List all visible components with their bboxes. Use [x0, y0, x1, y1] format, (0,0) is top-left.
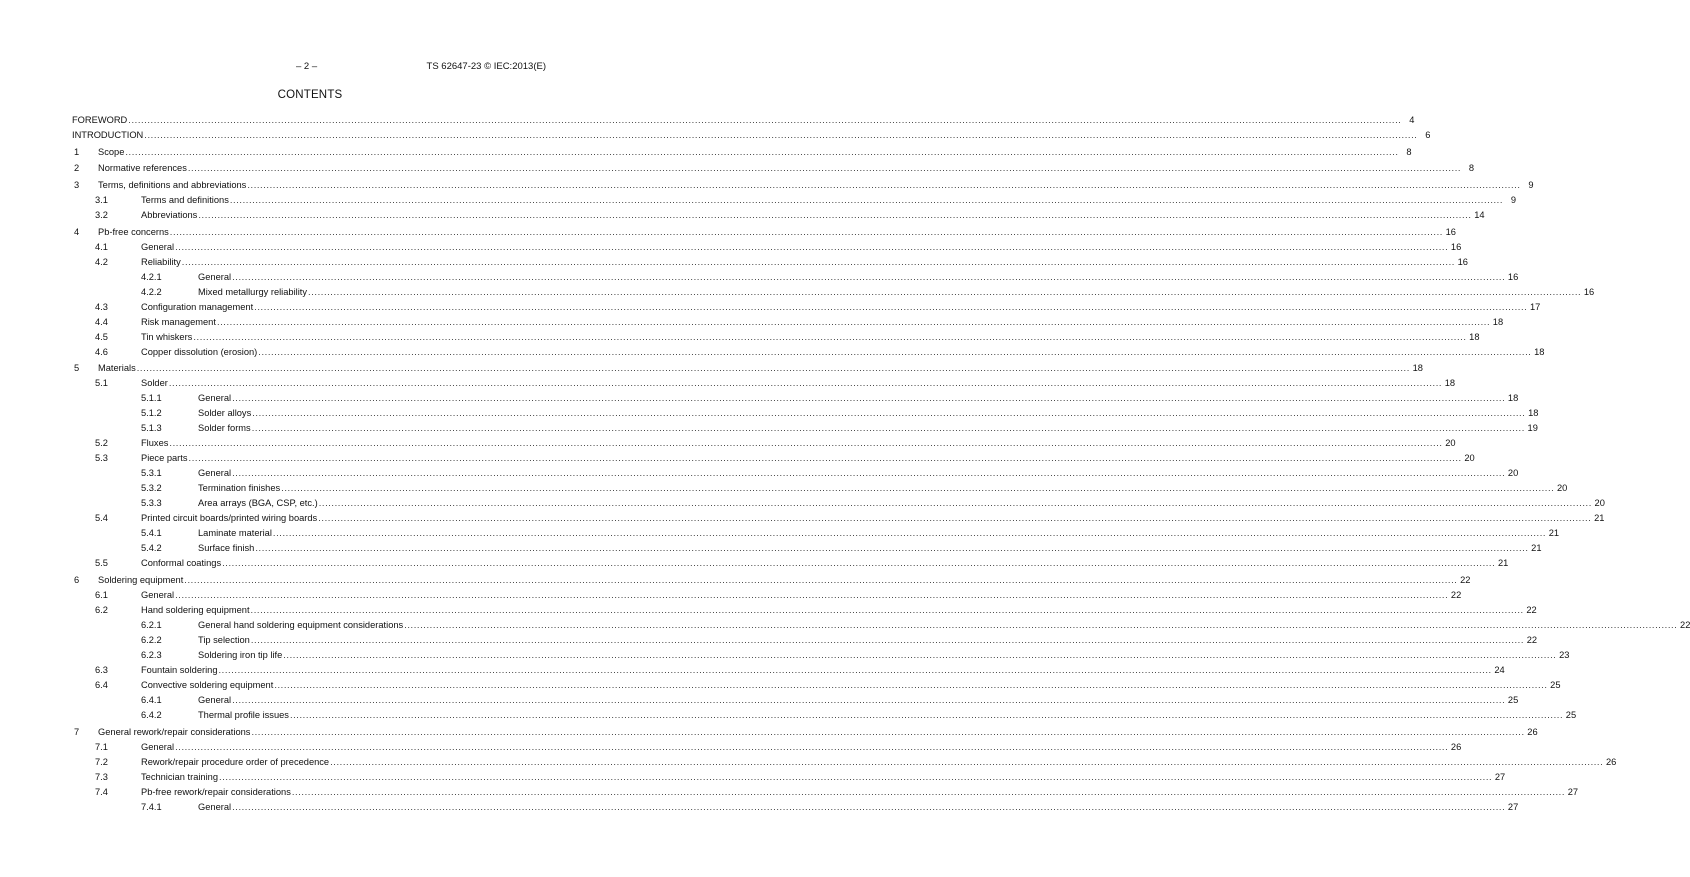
toc-entry-number: 5.4.2 [141, 543, 162, 554]
dot-leader: ................................................................................................................................................................................................................................................................................................................................................................................................................ [136, 363, 1410, 374]
toc-entry[interactable] [72, 208, 1485, 223]
dot-leader: ................................................................................................................................................................................................................................................................................................................................................................................................................ [289, 710, 1564, 721]
toc-entry-page: 8 [1406, 146, 1412, 157]
dot-leader: ................................................................................................................................................................................................................................................................................................................................................................................................................ [222, 558, 1496, 569]
toc-entry-number: 7.1 [95, 741, 108, 752]
toc-entry-page: 22 [1450, 590, 1462, 601]
toc-entry-title: FOREWORD [72, 115, 128, 125]
dot-leader: ................................................................................................................................................................................................................................................................................................................................................................................................................ [250, 635, 1525, 646]
toc-entry-number: 5.1.3 [141, 423, 162, 434]
toc-entry-title: Area arrays (BGA, CSP, etc.) [198, 498, 318, 509]
toc-entry-title: Fluxes [141, 438, 169, 449]
toc-entry-title: Abbreviations [141, 210, 198, 221]
dot-leader: ................................................................................................................................................................................................................................................................................................................................................................................................................ [232, 393, 1506, 404]
toc-entry-title: Printed circuit boards/printed wiring boards [141, 513, 318, 524]
toc-entry[interactable] [72, 361, 1423, 376]
toc-entry-page: 20 [1594, 498, 1605, 509]
dot-leader: ................................................................................................................................................................................................................................................................................................................................................................................................................ [168, 378, 1443, 389]
toc-entry-number: 6.3 [95, 665, 108, 676]
toc-entry-title: Surface finish [198, 543, 255, 554]
dot-leader: ................................................................................................................................................................................................................................................................................................................................................................................................................ [128, 115, 1402, 125]
page-header [0, 61, 620, 75]
toc-entry-title: Terms and definitions [141, 195, 229, 206]
dot-leader: ................................................................................................................................................................................................................................................................................................................................................................................................................ [188, 453, 1462, 464]
toc-entry-page: 18 [1534, 346, 1545, 357]
toc-entry-page: 25 [1565, 710, 1577, 721]
dot-leader: ................................................................................................................................................................................................................................................................................................................................................................................................................ [232, 801, 1506, 812]
toc-entry-title: General [198, 695, 232, 706]
toc-entry-number: 5.2 [95, 438, 108, 449]
toc-entry-number: 1 [74, 146, 80, 157]
toc-entry-title: Fountain soldering [141, 665, 218, 676]
toc-entry-number: 4.2.2 [141, 286, 162, 297]
toc-entry[interactable] [72, 255, 1468, 270]
toc-entry-number: 7.4 [95, 786, 108, 797]
toc-entry[interactable] [72, 178, 1534, 193]
toc-entry-line [198, 391, 1519, 406]
dot-leader: ................................................................................................................................................................................................................................................................................................................................................................................................................ [181, 256, 1455, 267]
toc-entry[interactable] [72, 345, 1545, 360]
toc-entry-line [141, 556, 1509, 571]
toc-entry-number: 7.2 [95, 756, 108, 767]
dot-leader: ................................................................................................................................................................................................................................................................................................................................................................................................................ [198, 210, 1472, 221]
toc-entry-title: Conformal coatings [141, 558, 222, 569]
dot-leader: ................................................................................................................................................................................................................................................................................................................................................................................................................ [254, 301, 1528, 312]
toc-entry-line [198, 633, 1538, 648]
toc-entry[interactable] [72, 193, 1517, 208]
toc-entry-page: 26 [1450, 741, 1462, 752]
toc-entry-line [198, 421, 1538, 436]
dot-leader: ................................................................................................................................................................................................................................................................................................................................................................................................................ [169, 438, 1443, 449]
toc-entry-page: 4 [1409, 115, 1415, 125]
toc-entry-number: 4.4 [95, 316, 108, 327]
toc-entry-line [141, 240, 1462, 255]
toc-entry-page: 21 [1594, 513, 1605, 524]
toc-entry[interactable] [72, 740, 1462, 755]
toc-entry-page: 16 [1450, 241, 1462, 252]
toc-entry-line [98, 225, 1456, 240]
toc-entry-page: 18 [1412, 363, 1423, 374]
toc-entry-title: Pb-free rework/repair considerations [141, 786, 291, 797]
toc-entry-title: Normative references [98, 163, 187, 174]
toc-entry-number: 6.4.1 [141, 695, 162, 706]
toc-entry[interactable] [72, 556, 1509, 571]
toc-entry-number: 6.1 [95, 590, 108, 601]
toc-entry-page: 20 [1464, 453, 1475, 464]
toc-entry[interactable] [72, 573, 1471, 588]
toc-entry-number: 5.5 [95, 558, 108, 569]
toc-entry-title: Reliability [141, 256, 181, 267]
toc-entry-line [141, 330, 1480, 345]
toc-entry-line [141, 511, 1605, 526]
dot-leader: ................................................................................................................................................................................................................................................................................................................................................................................................................ [274, 680, 1548, 691]
toc-entry-title: Copper dissolution (erosion) [141, 346, 258, 357]
dot-leader: ................................................................................................................................................................................................................................................................................................................................................................................................................ [318, 513, 1592, 524]
toc-entry[interactable] [72, 663, 1505, 678]
toc-entry-page: 26 [1527, 726, 1538, 737]
toc-entry-title: General hand soldering equipment considerations [198, 620, 404, 631]
toc-entry-title: Tin whiskers [141, 331, 193, 342]
toc-entry-line [198, 496, 1605, 511]
toc-entry-line [198, 406, 1539, 421]
toc-entry[interactable] [72, 285, 1595, 300]
toc-entry[interactable] [72, 633, 1538, 648]
toc-entry-title: Soldering equipment [98, 575, 184, 586]
toc-entry[interactable] [72, 648, 1570, 663]
toc-entry-title: Solder alloys [198, 408, 252, 419]
toc-entry-number: 6.2 [95, 605, 108, 616]
toc-entry-number: 4.5 [95, 331, 108, 342]
toc-entry-page: 25 [1507, 695, 1519, 706]
toc-entry-page: 25 [1550, 680, 1561, 691]
toc-entry-number: 2 [74, 163, 80, 174]
toc-entry[interactable] [72, 466, 1519, 481]
toc-entry[interactable] [72, 541, 1542, 556]
dot-leader: ................................................................................................................................................................................................................................................................................................................................................................................................................ [283, 650, 1557, 661]
toc-entry-line [141, 663, 1505, 678]
toc-entry-title: Risk management [141, 316, 216, 327]
toc-entry-number: 3.1 [95, 195, 108, 206]
toc-entry[interactable] [72, 330, 1480, 345]
toc-entry-line [141, 193, 1517, 208]
toc-entry-number: 4.3 [95, 301, 108, 312]
toc-entry[interactable] [72, 161, 1475, 176]
toc-entry-page: 23 [1559, 650, 1570, 661]
toc-entry-page: 16 [1507, 271, 1519, 282]
toc-entry-number: 3.2 [95, 210, 108, 221]
toc-entry[interactable] [72, 708, 1577, 723]
toc-entry-title: Materials [98, 363, 136, 374]
toc-entry-page: 27 [1494, 771, 1506, 782]
toc-entry-title: Solder [141, 378, 168, 389]
toc-entry[interactable] [72, 436, 1456, 451]
dot-leader: ................................................................................................................................................................................................................................................................................................................................................................................................................ [229, 195, 1504, 206]
toc-entry-line [198, 800, 1519, 815]
toc-entry-line [98, 573, 1471, 588]
toc-entry-number: 6.2.3 [141, 650, 162, 661]
toc-entry-page: 18 [1469, 331, 1480, 342]
toc-entry[interactable] [72, 496, 1605, 511]
toc-entry-title: General rework/repair considerations [98, 726, 251, 737]
toc-entry[interactable] [72, 451, 1475, 466]
toc-entry-number: 6 [74, 575, 80, 586]
dot-leader: ................................................................................................................................................................................................................................................................................................................................................................................................................ [330, 756, 1604, 767]
toc-entry-line [198, 270, 1519, 285]
toc-entry-title: Technician training [141, 771, 219, 782]
toc-entry-line [141, 315, 1504, 330]
toc-entry-line [72, 128, 1431, 143]
toc-entry-number: 6.4.2 [141, 710, 162, 721]
dot-leader: ................................................................................................................................................................................................................................................................................................................................................................................................................ [218, 665, 1492, 676]
toc-entry[interactable] [72, 526, 1560, 541]
toc-entry[interactable] [72, 618, 1690, 633]
toc-entry-number: 5.1.1 [141, 393, 162, 404]
toc-entry-page: 21 [1497, 558, 1509, 569]
toc-entry-line [98, 361, 1423, 376]
toc-entry-page: 8 [1468, 163, 1475, 174]
page-number: – 2 – [296, 61, 318, 72]
toc-entry-number: 5.1.2 [141, 408, 162, 419]
toc-entry-title: Pb-free concerns [98, 226, 169, 237]
toc-entry-line [141, 603, 1537, 618]
toc-entry-title: Scope [98, 146, 125, 157]
toc-entry-line [198, 541, 1542, 556]
toc-entry-line [98, 178, 1534, 193]
toc-entry-number: 6.2.1 [141, 620, 162, 631]
toc-entry-title: General [141, 241, 175, 252]
dot-leader: ................................................................................................................................................................................................................................................................................................................................................................................................................ [251, 726, 1525, 737]
toc-entry-line [198, 526, 1560, 541]
toc-entry-page: 18 [1492, 316, 1504, 327]
toc-entry-number: 5.4 [95, 513, 108, 524]
toc-entry-number: 7.4.1 [141, 801, 162, 812]
dot-leader: ................................................................................................................................................................................................................................................................................................................................................................................................................ [232, 468, 1506, 479]
toc-entry-number: 6.4 [95, 680, 108, 691]
dot-leader: ................................................................................................................................................................................................................................................................................................................................................................................................................ [272, 528, 1547, 539]
toc-entry-page: 20 [1557, 483, 1568, 494]
dot-leader: ................................................................................................................................................................................................................................................................................................................................................................................................................ [232, 271, 1506, 282]
toc-entry-page: 9 [1528, 180, 1534, 191]
toc-entry[interactable] [72, 755, 1617, 770]
toc-entry-page: 27 [1507, 801, 1519, 812]
dot-leader: ................................................................................................................................................................................................................................................................................................................................................................................................................ [125, 146, 1399, 157]
toc-entry[interactable] [72, 770, 1506, 785]
toc-entry-title: Soldering iron tip life [198, 650, 283, 661]
toc-entry[interactable] [72, 145, 1412, 160]
toc-entry-title: General [141, 590, 175, 601]
dot-leader: ................................................................................................................................................................................................................................................................................................................................................................................................................ [144, 130, 1418, 140]
toc-entry-title: Thermal profile issues [198, 710, 289, 721]
toc-entry-number: 4.2 [95, 256, 108, 267]
dot-leader: ................................................................................................................................................................................................................................................................................................................................................................................................................ [250, 605, 1524, 616]
toc-entry-title: General [198, 271, 232, 282]
toc-entry-number: 5.3.1 [141, 468, 162, 479]
dot-leader: ................................................................................................................................................................................................................................................................................................................................................................................................................ [251, 423, 1525, 434]
toc-entry-line [198, 466, 1519, 481]
toc-entry-line [98, 161, 1475, 176]
dot-leader: ................................................................................................................................................................................................................................................................................................................................................................................................................ [216, 316, 1491, 327]
dot-leader: ................................................................................................................................................................................................................................................................................................................................................................................................................ [252, 408, 1526, 419]
dot-leader: ................................................................................................................................................................................................................................................................................................................................................................................................................ [184, 575, 1458, 586]
toc-entry-line [141, 436, 1456, 451]
toc-entry-page: 9 [1510, 195, 1517, 206]
toc-entry-page: 21 [1548, 528, 1560, 539]
toc-entry[interactable] [72, 270, 1519, 285]
toc-entry-line [141, 451, 1475, 466]
toc-entry-line [141, 255, 1468, 270]
dot-leader: ................................................................................................................................................................................................................................................................................................................................................................................................................ [291, 786, 1566, 797]
toc-entry[interactable] [72, 391, 1519, 406]
toc-entry[interactable] [72, 300, 1541, 315]
toc-entry-title: Configuration management [141, 301, 254, 312]
toc-entry[interactable] [72, 800, 1519, 815]
toc-entry[interactable] [72, 588, 1462, 603]
toc-entry-title: Termination finishes [198, 483, 281, 494]
toc-entry-line [198, 708, 1577, 723]
toc-entry-page: 21 [1531, 543, 1542, 554]
toc-entry-page: 27 [1567, 786, 1579, 797]
toc-entry-page: 6 [1425, 130, 1431, 140]
toc-entry[interactable] [72, 603, 1537, 618]
toc-entry-page: 20 [1445, 438, 1456, 449]
toc-entry-page: 16 [1583, 286, 1595, 297]
toc-entry-page: 14 [1474, 210, 1485, 221]
dot-leader: ................................................................................................................................................................................................................................................................................................................................................................................................................ [404, 620, 1678, 631]
toc-entry-number: 6.2.2 [141, 635, 162, 646]
toc-entry-number: 4.6 [95, 346, 108, 357]
dot-leader: ................................................................................................................................................................................................................................................................................................................................................................................................................ [281, 483, 1555, 494]
toc-entry-page: 22 [1526, 635, 1538, 646]
toc-entry-line [98, 145, 1412, 160]
toc-entry[interactable] [72, 693, 1519, 708]
toc-entry-line [141, 208, 1485, 223]
dot-leader: ................................................................................................................................................................................................................................................................................................................................................................................................................ [187, 163, 1462, 174]
toc-entry-page: 16 [1445, 226, 1456, 237]
toc-entry-number: 5.3 [95, 453, 108, 464]
toc-entry[interactable] [72, 225, 1456, 240]
toc-entry-line [141, 300, 1541, 315]
toc-entry[interactable] [72, 725, 1538, 740]
toc-entry-title: Convective soldering equipment [141, 680, 274, 691]
toc-entry-line [198, 285, 1595, 300]
toc-entry-line [141, 376, 1456, 391]
toc-entry[interactable] [72, 785, 1579, 800]
toc-entry-page: 22 [1680, 620, 1690, 631]
toc-entry[interactable] [72, 406, 1539, 421]
toc-entry-line [141, 740, 1462, 755]
toc-entry-number: 4 [74, 226, 80, 237]
dot-leader: ................................................................................................................................................................................................................................................................................................................................................................................................................ [318, 498, 1592, 509]
toc-entry-title: Hand soldering equipment [141, 605, 250, 616]
toc-entry-line [141, 755, 1617, 770]
toc-entry-title: Laminate material [198, 528, 272, 539]
document-reference: TS 62647-23 © IEC:2013(E) [426, 61, 546, 72]
dot-leader: ................................................................................................................................................................................................................................................................................................................................................................................................................ [175, 590, 1449, 601]
toc-entry-number: 5.4.1 [141, 528, 162, 539]
toc-entry-number: 4.1 [95, 241, 108, 252]
contents-title: CONTENTS [277, 89, 343, 101]
toc-entry[interactable] [72, 678, 1561, 693]
toc-entry-title: General [198, 801, 232, 812]
toc-entry-line [98, 725, 1538, 740]
toc-entry-line [141, 345, 1545, 360]
dot-leader: ................................................................................................................................................................................................................................................................................................................................................................................................................ [193, 331, 1467, 342]
toc-entry-title: Tip selection [198, 635, 250, 646]
toc-entry-page: 18 [1444, 378, 1456, 389]
toc-entry-number: 4.2.1 [141, 271, 162, 282]
dot-leader: ................................................................................................................................................................................................................................................................................................................................................................................................................ [232, 695, 1506, 706]
toc-entry-title: INTRODUCTION [72, 130, 144, 140]
toc-entry-title: Rework/repair procedure order of precedence [141, 756, 330, 767]
toc-entry-title: General [198, 468, 232, 479]
toc-entry-line [198, 618, 1690, 633]
toc-entry-page: 22 [1526, 605, 1537, 616]
toc-entry-title: General [198, 393, 232, 404]
toc-entry-page: 16 [1457, 256, 1468, 267]
toc-entry-number: 7.3 [95, 771, 108, 782]
toc-entry-page: 19 [1527, 423, 1538, 434]
toc-entry-page: 17 [1530, 301, 1541, 312]
dot-leader: ................................................................................................................................................................................................................................................................................................................................................................................................................ [175, 741, 1449, 752]
toc-entry-number: 3 [74, 180, 80, 191]
toc-entry-line [198, 481, 1568, 496]
toc-entry-page: 18 [1507, 393, 1519, 404]
toc-entry-line [198, 648, 1570, 663]
dot-leader: ................................................................................................................................................................................................................................................................................................................................................................................................................ [308, 286, 1582, 297]
toc-entry-page: 22 [1460, 575, 1471, 586]
toc-entry-page: 24 [1494, 665, 1505, 676]
toc-entry[interactable] [72, 240, 1462, 255]
toc-entry-title: Solder forms [198, 423, 251, 434]
toc-entry-number: 5.3.3 [141, 498, 162, 509]
dot-leader: ................................................................................................................................................................................................................................................................................................................................................................................................................ [169, 226, 1443, 237]
toc-entry-page: 26 [1605, 756, 1617, 767]
toc-entry-line [72, 113, 1415, 128]
toc-entry-line [141, 678, 1561, 693]
toc-entry[interactable] [72, 128, 1431, 143]
dot-leader: ................................................................................................................................................................................................................................................................................................................................................................................................................ [219, 771, 1493, 782]
toc-entry[interactable] [72, 511, 1605, 526]
table-of-contents [72, 113, 1690, 815]
toc-entry[interactable] [72, 481, 1568, 496]
toc-entry-page: 18 [1528, 408, 1539, 419]
toc-entry-line [141, 785, 1579, 800]
toc-entry[interactable] [72, 376, 1456, 391]
dot-leader: ................................................................................................................................................................................................................................................................................................................................................................................................................ [258, 346, 1532, 357]
toc-entry-title: Terms, definitions and abbreviations [98, 180, 247, 191]
toc-entry-number: 5.3.2 [141, 483, 162, 494]
toc-entry-line [141, 588, 1462, 603]
dot-leader: ................................................................................................................................................................................................................................................................................................................................................................................................................ [175, 241, 1449, 252]
toc-entry-title: Piece parts [141, 453, 188, 464]
toc-entry-number: 5 [74, 363, 80, 374]
toc-entry-title: Mixed metallurgy reliability [198, 286, 308, 297]
toc-entry-title: General [141, 741, 175, 752]
dot-leader: ................................................................................................................................................................................................................................................................................................................................................................................................................ [247, 180, 1521, 191]
dot-leader: ................................................................................................................................................................................................................................................................................................................................................................................................................ [255, 543, 1529, 554]
toc-entry[interactable] [72, 113, 1415, 128]
toc-entry-number: 5.1 [95, 378, 108, 389]
toc-entry-line [141, 770, 1506, 785]
toc-entry[interactable] [72, 421, 1538, 436]
toc-entry-number: 7 [74, 726, 80, 737]
toc-entry-page: 20 [1507, 468, 1519, 479]
toc-entry-line [198, 693, 1519, 708]
toc-entry[interactable] [72, 315, 1504, 330]
